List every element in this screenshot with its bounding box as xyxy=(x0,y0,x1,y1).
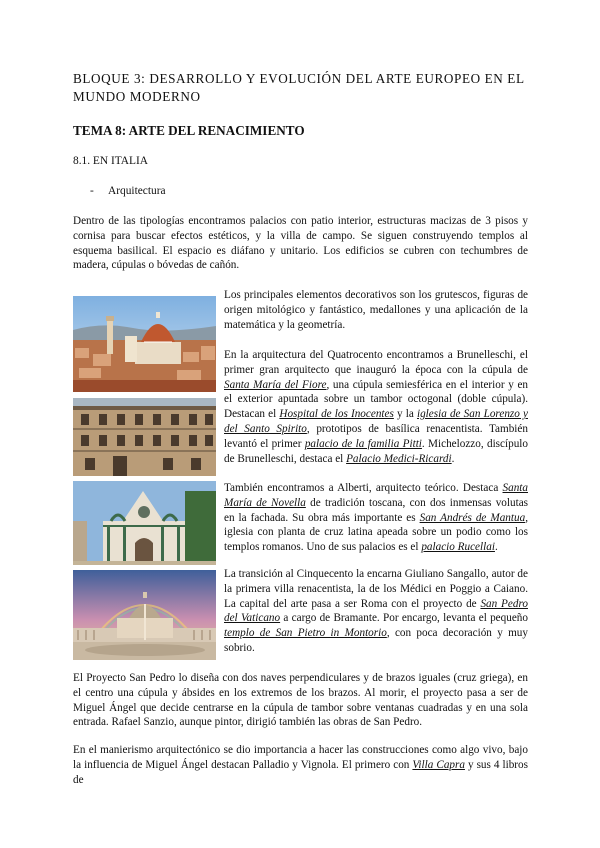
link-palacio-rucellai[interactable]: palacio Rucellai xyxy=(421,541,495,554)
text-span: También encontramos a Alberti, arquitecto teórico. Destaca xyxy=(224,482,503,494)
link-san-pietro-montorio[interactable]: templo de San Pietro in Montorio xyxy=(224,627,387,640)
block-title: BLOQUE 3: DESARROLLO Y EVOLUCIÓN DEL ARTE EUROPEO EN EL MUNDO MODERNO xyxy=(73,71,525,104)
manierismo-paragraph xyxy=(73,743,528,787)
link-san-lorenzo-santo-spirito[interactable]: iglesia de San Lorenzo y del Santo Spirito xyxy=(224,408,528,435)
brunelleschi-paragraph xyxy=(224,348,528,466)
tema-title: TEMA 8: ARTE DEL RENACIMIENTO xyxy=(73,123,305,138)
section-heading: 8.1. EN ITALIA xyxy=(73,155,149,167)
link-palacio-medici-ricardi[interactable]: Palacio Medici-Ricardi xyxy=(346,452,452,465)
link-hospital-inocentes[interactable]: Hospital de los Inocentes xyxy=(279,408,394,421)
alberti-paragraph xyxy=(224,481,528,555)
text-span: . xyxy=(451,452,455,465)
text-span: La transición al Cinquecento la encarna Giuliano Sangallo, autor de la primera villa renacentista, la de los Médici en Poggio a Caiano. La capital del arte pasa a ser Roma con el proyecto de xyxy=(224,568,528,610)
intro-paragraph: Dentro de las tipologías encontramos palacios con patio interior, estructuras macizas de 3 pisos y cornisa para buscar efectos estéticos, y la villa de campo. Se siguen construyendo templos al esquema basilical. El espacio es diáfano y unitario. Los edificios se cubren con techumbres de madera, cúpulas o bóvedas de cañón. xyxy=(73,215,528,272)
link-san-andres-mantua[interactable]: San Andrés de Mantua xyxy=(419,511,526,524)
text-span: . xyxy=(494,541,498,554)
text-span: , una cúpula semiesférica en el interior y en el exterior apuntada sobre un tambor octogonal (doble cúpula). Destacan el xyxy=(224,378,528,421)
bullet-label: Arquitectura xyxy=(108,185,166,197)
bullet-item xyxy=(90,185,166,197)
text-span: de tradición toscana, con dos inmensas volutas en la fachada. Su obra más importante es xyxy=(224,496,529,524)
bullet-dash: - xyxy=(90,185,94,197)
text-span: , iglesia con planta de cruz latina apeada sobre un podio como los templos romanos. Uno de sus palacios es el xyxy=(224,511,528,554)
cinquecento-paragraph xyxy=(224,567,528,656)
text-span: , prototipos de basílica renacentista. También levantó el primer xyxy=(224,422,528,450)
link-santa-maria-novella[interactable]: Santa María de Novella xyxy=(224,482,528,509)
text-span: a cargo de Bramante. Por encargo, levanta el pequeño xyxy=(280,612,528,625)
link-villa-capra[interactable]: Villa Capra xyxy=(412,758,465,771)
decor-paragraph: Los principales elementos decorativos son los grutescos, figuras de origen mitológico y fantástico, medallones y una aplicación de la matemática y la geometría. xyxy=(224,289,528,331)
link-palacio-pitti[interactable]: palacio de la familia Pitti xyxy=(304,437,422,450)
text-span: . Michelozzo, discípulo de Brunelleschi, destaca el xyxy=(224,437,528,465)
text-span: y sus 4 libros de xyxy=(73,758,528,786)
st-peters-square-photo xyxy=(73,570,216,660)
florence-duomo-photo xyxy=(73,296,216,392)
text-span: En el manierismo arquitectónico se dio importancia a hacer las construcciones como algo vivo, bajo la influencia de Miguel Ángel destacan Palladio y Vignola. El primero con xyxy=(73,744,528,771)
link-santa-maria-del-fiore[interactable]: Santa María del Fiore xyxy=(224,378,327,391)
san-pedro-paragraph: El Proyecto San Pedro lo diseña con dos naves perpendiculares y de brazos iguales (cruz griega), en el centro una cúpula y ábsides en los extremos de los brazos. Al morir, el proyecto pasa a ser de Miguel Ángel que decide centrarse en la cúpula de tambor sobre ventanas cuadradas y en una sola entrada. Rafael Sanzio, aunque pintor, dirigió también las obras de San Pedro. xyxy=(73,672,528,729)
santa-maria-novella-photo xyxy=(73,481,216,565)
text-span: y la xyxy=(393,408,417,421)
palazzo-medici-riccardi-photo xyxy=(73,398,216,476)
link-san-pedro-vaticano[interactable]: San Pedro del Vaticano xyxy=(224,597,528,625)
text-span: En la arquitectura del Quatrocento encontramos a Brunelleschi, el primer gran arquitecto que inauguró la época con la cúpula de xyxy=(224,349,528,376)
text-span: , con poca decoración y muy sobrio. xyxy=(224,627,528,654)
